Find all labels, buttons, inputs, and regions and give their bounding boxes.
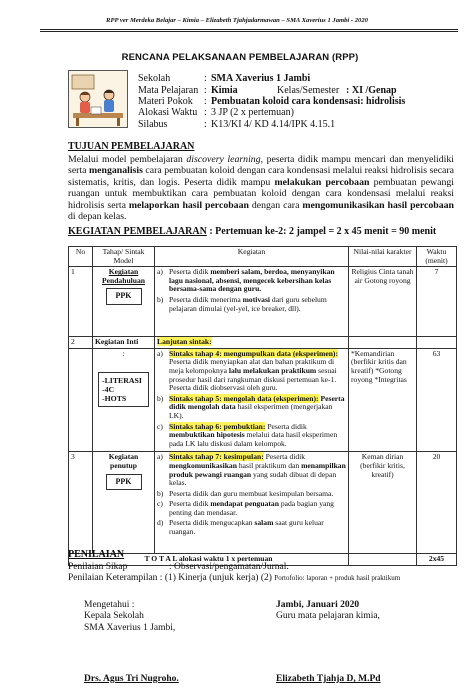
page-header: RPP ver Merdeka Belajar – Kimia – Elizabeth Tjahjadarmawan – SMA Xaverius 1 Jambi - 2020: [106, 17, 368, 24]
identity-row-time: Alokasi Waktu : 3 JP (2 x pertemuan): [138, 107, 294, 118]
teacher-name: Elizabeth Tjahja D, M.Pd: [276, 674, 381, 684]
identity-row-subject: Mata Pelajaran : Kimia Kelas/Semester : XI /Genap: [138, 85, 397, 96]
table-header-row: No Tahap/ Sintak Model Kegiatan Nilai-nilai karakter Waktu (menit): [69, 247, 457, 267]
header-rule: [40, 29, 458, 30]
objectives-heading: TUJUAN PEMBELAJARAN: [68, 141, 195, 152]
ppk-box: PPK: [106, 288, 142, 305]
table-row: 1 Kegiatan Pendahuluan PPK a) Peserta didik memberi salam, berdoa, menyanyikan lagu nasional, absensi, mengecek kebersihan kelas bersama-sama dengan guru. b) Peserta didik menerima motivasi dari guru sebelum pelajaran dimulai (yel-yel, ice breaker, dll). Religius Cinta tanah air Gotong royong 7: [69, 267, 457, 337]
assessment-block: Penilaian Sikap : Observasi/pengamatan/Jurnal. Penilaian Keterampilan : (1) Kinerja (unjuk kerja) (2) Portofolio: laporan + produk hasil praktikum: [68, 562, 401, 584]
identity-row-topic: Materi Pokok : Pembuatan koloid cara kondensasi: hidrolisis: [138, 96, 406, 107]
ppk-box: PPK: [106, 474, 142, 491]
identity-row-syllabus: Silabus : K13/KI 4/ KD 4.14/IPK 4.15.1: [138, 119, 336, 130]
activities-table: [68, 246, 457, 566]
header-rule-2: [40, 31, 458, 32]
signature-left: Mengetahui : Kepala Sekolah SMA Xaverius 1 Jambi,: [84, 600, 176, 633]
literasi-box: -LITERASI -4C -HOTS: [98, 372, 149, 407]
signature-right: Jambi, Januari 2020 Guru mata pelajaran kimia,: [276, 600, 380, 622]
table-total-row: T O T A L alokasi waktu 1 x pertemuan 2x45: [69, 554, 457, 566]
identity-row-school: Sekolah : SMA Xaverius 1 Jambi: [138, 73, 311, 84]
objectives-paragraph: Melalui model pembelajaran discovery learning, peserta didik mampu mencari dan menyelidiki serta menganalisis cara pembuatan koloid dengan cara kondensasi melalui reaksi hidrolisis secara sistematis, kritis, dan logis. Peserta didik mampu melakukan percobaan pembuatan pewangi ruangan untuk membuktikan cara pembuatan koloid dengan cara kondensasi melalui reaksi hidrolisis serta melaporkan hasil percobaan dengan cara mengomunikasikan hasil percobaan di depan kelas.: [68, 154, 455, 223]
table-row: 2 Kegiatan Inti Lanjutan sintak:: [69, 337, 457, 349]
principal-name: Drs. Agus Tri Nugroho.: [84, 674, 179, 684]
table-row: : -LITERASI -4C -HOTS a) Sintaks tahap 4: mengumpulkan data (eksperimen): Peserta didik menyiapkan alat dan bahan praktikum di meja kelompoknya lalu melakukan praktikum sesuai prosedur hasil dari rangkuman diskusi pertemuan ke-1. Peserta didik diobservasi oleh guru. b) Sintaks tahap 5: mengolah data (eksperimen): Peserta didik mengolah data hasil eksperimen (mengerjakan LK). c) Sintaks tahap 6: pembuktian: Peserta didik membuktikan hipotesis melalui data hasil eksperimen pada LK lalu diskusi dalam kelompok. *Kemandirian (berfikir kritis dan kreatif) *Gotong royong *Integritas 63: [69, 348, 457, 452]
page-title: RENCANA PELAKSANAAN PEMBELAJARAN (RPP): [121, 52, 359, 63]
assessment-heading: PENILAIAN: [68, 549, 125, 560]
activities-heading: KEGIATAN PEMBELAJARAN : Pertemuan ke-2: 2 jampel = 2 x 45 menit = 90 menit: [68, 226, 437, 237]
table-row: 3 Kegiatan penutup PPK a) Sintaks tahap 7: kesimpulan: Peserta didik mengkomunikasikan hasil praktikum dan menampilkan produk pewangi ruangan yang sudah dibuat di depan kelas. b) Peserta didik dan guru membuat kesimpulan bersama. c) Peserta didik mendapat penguatan pada bagian yang penting dan mendasar. d) Peserta didik mengucapkan salam saat guru keluar ruangan. Keman dirian (berfikir kritis, kreatif) 20: [69, 452, 457, 554]
